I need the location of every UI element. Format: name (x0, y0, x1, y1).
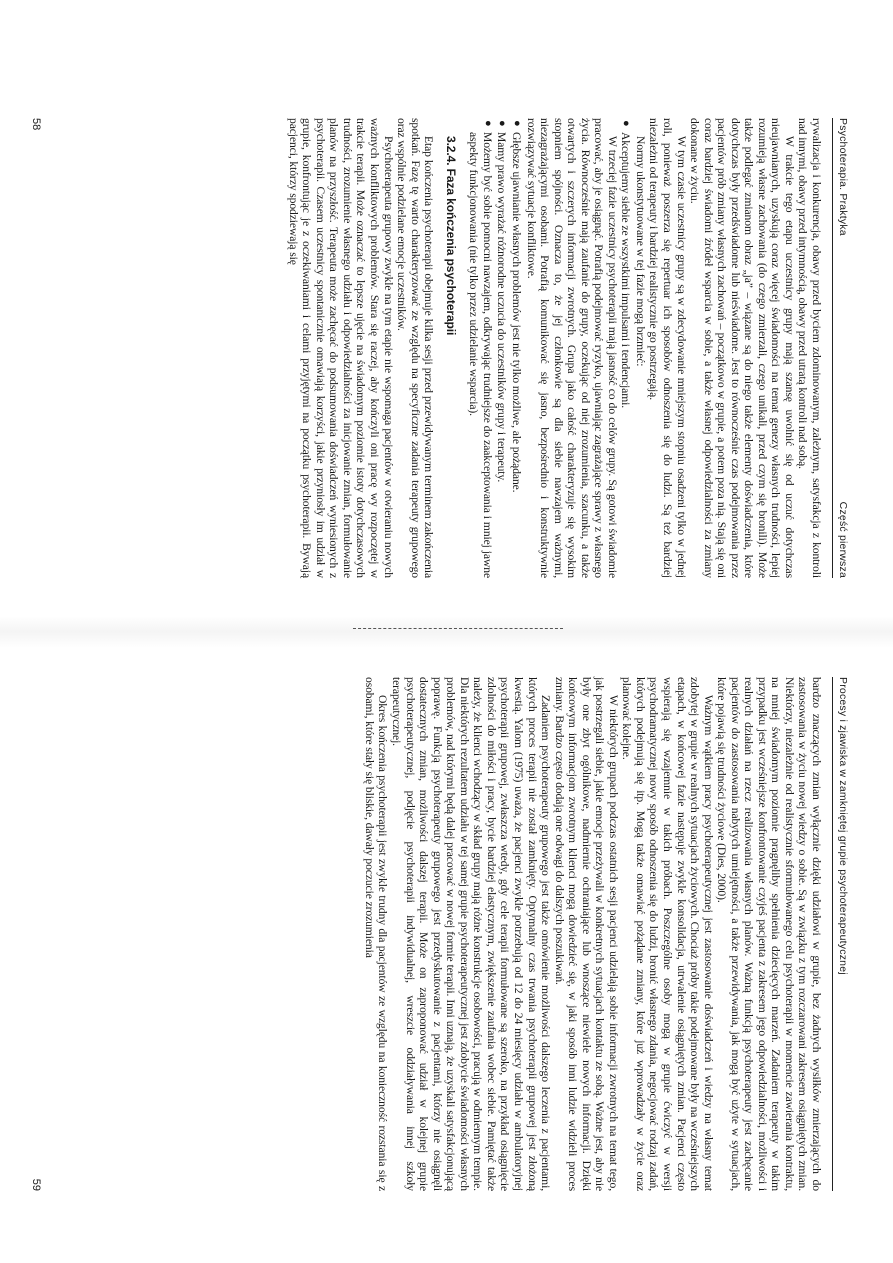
right-running-head-title: Procesy i zjawiska w zamkniętej grupie psychoterapeutycznej (837, 677, 849, 975)
bullet-icon: ● (496, 120, 509, 127)
paragraph: Zadaniem psychoterapeuty grupowego jest także omówienie możliwości dalszego leczenia z pacjentami, których proces terapii nie został zamknięty. Optymalny czas trwania psychoterapii grupowej jest złożoną kwestią. Yalom (1975) uważa, że pacjenci zwykle potrzebują od 12 do 24 miesięcy udziału w ambulatoryjnej psychoterapii grupowej, zwłaszcza wtedy, gdy cele terapii formułowane są szeroko, na przykład osiągnięcie zdolności do miłości i pracy, bycie bardziej elastycznym, zwiększenie zaufania wobec siebie. Pamiętać także należy, że klienci wchodzący w skład grupy mają różne konstrukcje osobowości, pracują w odmiennym tempie. Dla niektórych rezultatem udziału w tej samej grupie psychoterapeutycznej jest zdobycie świadomości własnych problemów, nad którymi będą dalej pracować w nowej formie terapii. Inni uznają, że uzyskali satysfakcjonującą poprawę. Funkcją psychoterapeuty grupowego jest przedyskutowanie z pacjentami, którzy nie osiągnęli dostatecznych zmian, możliwości dalszej terapii. Może on zaproponować udział w kolejnej grupie psychoterapeutycznej, podjęcie psychoterapii indywidualnej, wreszcie oddziaływania innej szkoły terapeutycznej. (390, 677, 553, 1191)
paragraph: Okres kończenia psychoterapii jest zwykle trudny dla pacjentów ze względu na konieczność rozstania się z osobami, które stały się bliskie, dawały poczucie zrozumienia (362, 677, 390, 1191)
right-page (0, 632, 893, 1263)
paragraph: bardzo znaczących zmian wyłącznie dzięki udziałowi w grupie, bez żadnych wysiłków zmierzających do zastosowania w życiu nowej wiedzy o sobie. Są w związku z tym rozczarowani zakresem osiągniętych zmian. Niektórzy, niezależnie od realistycznie sformułowanego celu psychoterapii w momencie zawierania kontraktu, na mniej świadomym poziomie pragnęliby spełnienia dziecięcych marzeń. Zadaniem terapeuty w takim przypadku jest wcześniejsze konfrontowanie czyjeś pacjenta z zakresem jego odpowiedzialności, możliwości i realnych działań na rzecz realizowania własnych planów. Ważną funkcją psychoterapeuty jest zachęcanie pacjentów do zastosowania nabytych umiejętności, a także przewidywania, jak mogą być użyte w sytuacjach, które pojawią się trudności życiowe (Dies, 2000). (715, 677, 823, 1191)
bullet-icon: ● (510, 120, 523, 127)
right-text-block (362, 677, 823, 1191)
section-heading: 3.2.4. Faza kończenia psychoterapii (443, 136, 458, 336)
list-item (495, 118, 509, 578)
left-running-head (832, 118, 849, 578)
norms-list (619, 118, 633, 578)
paragraph: W trzeciej fazie uczestnicy psychoterapii mają jasność co do celów grupy. Są gotowi świadomie pracować, aby je osiągnąć. Potrafią podejmować ryzyko, ujawniając zagrażające sprawy z własnego życia. Równocześnie mają zaufanie do grupy, oczekując od niej zrozumienia, szacunku, a także otwartych i szczerych informacji zwrotnych. Grupa jako całość charakteryzuje się wysokim stopniem spójności. Oznacza to, że jej członkowie są dla siebie nawzajem ważnymi, niezagrażającymi osobami. Potrafią komunikować się jasno, bezpośrednio i konstruktywnie rozwiązywać sytuacje konfliktowe. (524, 118, 619, 578)
paragraph: Normy ukonstytuowane w tej fazie mogą brzmieć: (633, 136, 647, 367)
left-running-head-title: Psychoterapia. Praktyka (837, 118, 849, 236)
page-number-left: 58 (30, 118, 42, 131)
list-item (509, 118, 523, 578)
list-item-text: Możemy być sobie pomocni nawzajem, odkrywając trudniejsze do zaakceptowania i mniej jawne aspekty funkcjonowania (nie tylko przez udzielanie wsparcia). (467, 132, 494, 578)
page-number-right: 59 (30, 1178, 42, 1191)
right-running-head (832, 677, 849, 1191)
paragraph: rywalizacja i konkurencja, obawy przed byciem zdominowanym, zależnym, satysfakcja z kontroli nad innymi, obawy przed intymnością, obawy przed utratą kontroli nad sobą. (796, 118, 823, 578)
paragraph: Ważnym wątkiem pracy psychoterapeutycznej jest zastosowanie doświadczeń i wiedzy na własny temat zdobytej w grupie w realnych sytuacjach życiowych. Chociaż próby takie podejmowane były na wcześniejszych etapach, w końcowej fazie następuje zwykle konsolidacja, utrwalenie osiągniętych zmian. Pacjenci często wspierają się wzajemnie w takich próbach. Poszczególne osoby mogą w grupie ćwiczyć w wersji psychodramatycznej nowy sposób odnoszenia się do ludzi, bronić własnego zdania, negocjować rodzaj zadań, których podejmują się itp. Mogą także omawiać pożądane zmiany, które już wprowadzały w życie oraz planować kolejne. (620, 677, 715, 1191)
list-item (619, 118, 633, 578)
left-running-head-part: Część pierwsza (837, 501, 849, 578)
paragraph: Etap kończenia psychoterapii obejmuje kilka sesji przed przewidywanym terminem zakończenia spotkań. Fazę tę warto charakteryzować ze względu na specyficzne zadania terapeuty grupowego oraz wspólnie podzielane emocje uczestników. (395, 118, 436, 578)
left-text-block (286, 118, 823, 578)
list-item-text: Mamy prawo wyrażać różnorodne uczucia do uczestników grupy i terapeuty. (495, 132, 509, 483)
list-item-text: Głębsze ujawnianie własnych problemów jest nie tylko możliwe, ale pożądane. (509, 132, 523, 493)
paragraph: Psychoterapeuta grupowy zwykle na tym etapie nie wspomaga pacjentów w otwieraniu nowych ważnych konfliktowych problemów. Stara się raczej, aby kończyli oni pracę wy rozpoczętej w trakcie terapii. Może oznaczać to lepsze ujęcie na świadomym poziomie istoty dotychczasowych trudności, zrozumienie własnego udziału i odpowiedzialności za inicjowanie zmian, formułowanie planów na przyszłość. Terapeuta może zachęcać do podsumowania doświadczeń wyniesionych z psychoterapii. Czasem uczestnicy spontanicznie omawiają korzyści, jakie przyniosły im udział w grupie, konfrontując je z oczekiwaniami i celami przyjętymi na początku psychoterapii. Bywają pacjenci, którzy spodziewają się (286, 118, 395, 578)
norms-list-2 (467, 118, 523, 578)
paragraph: W trakcie tego etapu uczestnicy grupy mają szansę uwolnić się od uczuć dotychczas nieujawnianych, uzyskują coraz więcej świadomości na temat genezy własnych trudności, lepiej rozumieją własne zachowania (do czego zmierzali, czego unikali, przed czym się bronili). Może także podlegać zmianom obraz „ja” – wiązane są do niego także elementy doświadczenia, które dotychczas były przedświadome lub nieświadome. Jest to równocześnie czas podejmowania przez pacjentów prób zmiany własnych zachowań – początkowo w grupie, a potem poza nią. Stają się oni coraz bardziej świadomi źródeł wsparcia w sobie, a także własnej odpowiedzialności za zmiany dokonane w życiu. (688, 118, 796, 578)
bullet-icon: ● (481, 120, 494, 127)
list-item (467, 118, 494, 578)
list-item-text: Akceptujemy siebie ze wszystkimi impulsami i tendencjami. (619, 132, 633, 409)
bullet-icon: ● (620, 120, 633, 127)
paragraph: W niektórych grupach podczas ostatnich sesji pacjenci udzielają sobie informacji zwrotnych na temat tego, jak postrzegali siebie, jakie emocje przeżywali w konkretnych sytuacjach kontaktu ze sobą. Ważne jest, aby nie były one zbyt ogólnikowe, nadmiernie ochraniające lub wnoszące niewiele nowych informacji. Dzięki końcowym informacjom zwrotnym klienci mogą dowiedzieć się, w jaki sposób inni ludzie widzieli proces zmiany. Bardzo często dodają one odwagi do dalszych poszukiwań. (552, 677, 620, 1191)
paragraph: W tym czasie uczestnicy grupy są w zdecydowanie mniejszym stopniu osadzeni tylko w jednej roli, ponieważ poszerza się repertuar ich sposobów odnoszenia się do ludzi. Są też bardziej niezależni od terapeuty i bardziej realistycznie go postrzegają. (647, 118, 688, 578)
